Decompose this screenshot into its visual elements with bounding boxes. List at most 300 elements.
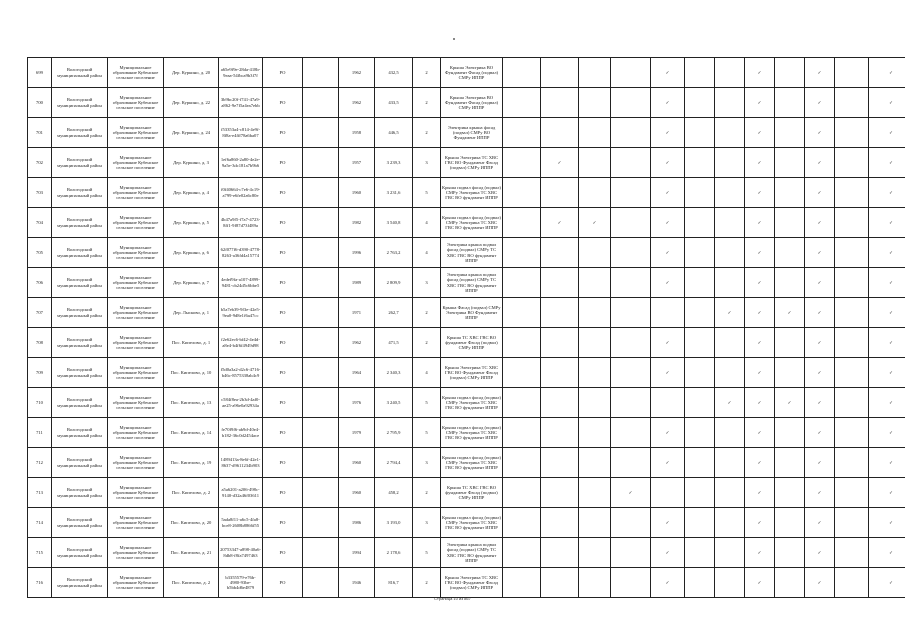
settlement-cell: Муниципальное образование Кубенское сельское поселение — [108, 148, 164, 178]
settlement-cell: Муниципальное образование Кубенское сельское поселение — [108, 388, 164, 418]
empty-mark-cell — [579, 478, 611, 508]
empty-mark-cell — [611, 58, 651, 88]
works-cell: Крыша Электрика ВО Фундамент Фасад (подвал) СМРу ИППР — [441, 58, 503, 88]
address-cell: Дер. Лысково, д. 1 — [164, 298, 219, 328]
year-cell: 1964 — [339, 358, 375, 388]
area-cell: 2 809,9 — [375, 268, 413, 298]
empty-mark-cell — [503, 358, 541, 388]
count-cell: 2 — [413, 478, 441, 508]
empty-mark-cell — [775, 238, 805, 268]
checkmark-icon: ✓ — [869, 478, 905, 508]
kind-cell: РО — [263, 538, 303, 568]
empty-mark-cell — [835, 58, 869, 88]
settlement-cell: Муниципальное образование Кубенское сельское поселение — [108, 88, 164, 118]
kind-cell: РО — [263, 358, 303, 388]
count-cell: 4 — [413, 238, 441, 268]
empty-mark-cell — [775, 328, 805, 358]
empty-mark-cell — [541, 298, 579, 328]
empty-mark-cell — [579, 58, 611, 88]
row-number: 715 — [28, 538, 52, 568]
works-cell: Крыша подвал фасад (подвал) СМРу Электрика ТС ХВС ГВС ВО фундамент ИППР — [441, 178, 503, 208]
empty-mark-cell — [685, 298, 715, 328]
checkmark-icon: ✓ — [745, 178, 775, 208]
empty-cell — [303, 148, 339, 178]
empty-mark-cell — [503, 178, 541, 208]
works-cell: Крыша Фасад (подвал) СМРу Электрика ВО Фундамент ИППР — [441, 298, 503, 328]
checkmark-icon: ✓ — [745, 118, 775, 148]
empty-mark-cell — [579, 88, 611, 118]
checkmark-icon: ✓ — [805, 238, 835, 268]
table-row — [28, 448, 905, 478]
district-cell: Вологодский муниципальный район — [52, 118, 108, 148]
area-cell: 3 193,0 — [375, 508, 413, 538]
count-cell: 2 — [413, 58, 441, 88]
empty-mark-cell — [835, 268, 869, 298]
district-cell: Вологодский муниципальный район — [52, 298, 108, 328]
empty-mark-cell — [503, 508, 541, 538]
checkmark-icon: ✓ — [805, 328, 835, 358]
count-cell: 2 — [413, 328, 441, 358]
checkmark-icon: ✓ — [869, 118, 905, 148]
row-number: 700 — [28, 88, 52, 118]
table-row — [28, 508, 905, 538]
empty-mark-cell — [541, 238, 579, 268]
district-cell: Вологодский муниципальный район — [52, 148, 108, 178]
kind-cell: РО — [263, 268, 303, 298]
row-number: 707 — [28, 298, 52, 328]
empty-mark-cell — [775, 508, 805, 538]
checkmark-icon: ✓ — [869, 298, 905, 328]
count-cell: 3 — [413, 268, 441, 298]
area-cell: 432,5 — [375, 58, 413, 88]
guid-cell: 1489413a-8e6f-42e1-8637-d9611234b903 — [219, 448, 263, 478]
empty-cell — [303, 448, 339, 478]
guid-cell: a65e9f9e-28da-418b-9eaa-54fbca9b3f7f — [219, 58, 263, 88]
empty-mark-cell — [503, 208, 541, 238]
district-cell: Вологодский муниципальный район — [52, 178, 108, 208]
empty-mark-cell — [835, 478, 869, 508]
table-row — [28, 58, 905, 88]
table-row — [28, 178, 905, 208]
empty-mark-cell — [541, 568, 579, 598]
row-number: 716 — [28, 568, 52, 598]
housing-register-table — [27, 57, 905, 598]
guid-cell: f2e62ec6-bf42-4e4d-a8e4-b4f6f4949d98 — [219, 328, 263, 358]
empty-mark-cell — [611, 118, 651, 148]
settlement-cell: Муниципальное образование Кубенское сельское поселение — [108, 238, 164, 268]
empty-mark-cell — [775, 118, 805, 148]
empty-mark-cell — [503, 538, 541, 568]
address-cell: Дер. Куркино, д. 3 — [164, 148, 219, 178]
empty-mark-cell — [541, 88, 579, 118]
empty-mark-cell — [835, 88, 869, 118]
district-cell: Вологодский муниципальный район — [52, 508, 108, 538]
empty-mark-cell — [579, 568, 611, 598]
empty-mark-cell — [715, 328, 745, 358]
empty-mark-cell — [685, 358, 715, 388]
checkmark-icon: ✓ — [579, 208, 611, 238]
year-cell: 1957 — [339, 148, 375, 178]
settlement-cell: Муниципальное образование Кубенское сельское поселение — [108, 508, 164, 538]
checkmark-icon: ✓ — [805, 418, 835, 448]
area-cell: 2 763,2 — [375, 238, 413, 268]
kind-cell: РО — [263, 58, 303, 88]
guid-cell: b3355579-e76b-4980-93be-b5bb4d6e4879 — [219, 568, 263, 598]
empty-mark-cell — [775, 568, 805, 598]
table-row — [28, 358, 905, 388]
area-cell: 433,5 — [375, 88, 413, 118]
empty-mark-cell — [715, 508, 745, 538]
count-cell: 3 — [413, 148, 441, 178]
address-cell: Пос. Кипелово, д. 2 — [164, 478, 219, 508]
count-cell: 2 — [413, 88, 441, 118]
guid-cell: 20753347-a898-40a6-8db8-f8fa7497463 — [219, 538, 263, 568]
checkmark-icon: ✓ — [745, 208, 775, 238]
empty-mark-cell — [775, 208, 805, 238]
works-cell: Электрика крыша фасад (подвал) СМРу ВО Фундамент ИППР — [441, 118, 503, 148]
empty-mark-cell — [775, 148, 805, 178]
row-number: 705 — [28, 238, 52, 268]
empty-mark-cell — [503, 568, 541, 598]
checkmark-icon: ✓ — [745, 238, 775, 268]
table-row — [28, 208, 905, 238]
year-cell: 1960 — [339, 178, 375, 208]
works-cell: Крыша подвал фасад (подвал) СМРу Электрика ТС ХВС ГВС ВО фундамент ИППР — [441, 388, 503, 418]
empty-mark-cell — [775, 478, 805, 508]
empty-mark-cell — [775, 178, 805, 208]
area-cell: 2 794,4 — [375, 448, 413, 478]
empty-mark-cell — [685, 508, 715, 538]
table-row — [28, 478, 905, 508]
kind-cell: РО — [263, 418, 303, 448]
row-number: 699 — [28, 58, 52, 88]
empty-mark-cell — [685, 208, 715, 238]
area-cell: 3 240,5 — [375, 388, 413, 418]
works-cell: Крыша ТС ХВС ГВС ВО фундамент Фасад (подвал) СМРу ИППР — [441, 478, 503, 508]
checkmark-icon: ✓ — [869, 208, 905, 238]
works-cell: Крыша ТС ХВС ГВС ВО фундамент Фасад (подвал) СМРу ИППР — [441, 328, 503, 358]
district-cell: Вологодский муниципальный район — [52, 358, 108, 388]
empty-mark-cell — [775, 268, 805, 298]
address-cell: Дер. Куркино, д. 22 — [164, 88, 219, 118]
address-cell: Пос. Кипелово, д. 14 — [164, 418, 219, 448]
empty-mark-cell — [579, 118, 611, 148]
checkmark-icon: ✓ — [745, 478, 775, 508]
kind-cell: РО — [263, 478, 303, 508]
empty-mark-cell — [715, 178, 745, 208]
row-number: 706 — [28, 268, 52, 298]
address-cell: Дер. Куркино, д. 7 — [164, 268, 219, 298]
count-cell: 2 — [413, 118, 441, 148]
year-cell: 1962 — [339, 328, 375, 358]
empty-mark-cell — [611, 358, 651, 388]
settlement-cell: Муниципальное образование Кубенское сельское поселение — [108, 358, 164, 388]
empty-mark-cell — [541, 418, 579, 448]
empty-cell — [303, 178, 339, 208]
scan-speck — [453, 38, 455, 40]
settlement-cell: Муниципальное образование Кубенское сельское поселение — [108, 418, 164, 448]
empty-mark-cell — [541, 328, 579, 358]
empty-mark-cell — [579, 328, 611, 358]
settlement-cell: Муниципальное образование Кубенское сельское поселение — [108, 208, 164, 238]
checkmark-icon: ✓ — [805, 508, 835, 538]
guid-cell: 4edef9fa-a107-4899-9481-cb24d5c6bbe5 — [219, 268, 263, 298]
empty-mark-cell — [835, 538, 869, 568]
empty-mark-cell — [579, 178, 611, 208]
checkmark-icon: ✓ — [805, 478, 835, 508]
checkmark-icon: ✓ — [651, 268, 685, 298]
empty-mark-cell — [503, 88, 541, 118]
table-row — [28, 418, 905, 448]
table-row — [28, 88, 905, 118]
empty-mark-cell — [541, 58, 579, 88]
empty-mark-cell — [835, 178, 869, 208]
empty-cell — [303, 328, 339, 358]
checkmark-icon: ✓ — [651, 328, 685, 358]
empty-mark-cell — [503, 238, 541, 268]
count-cell: 5 — [413, 538, 441, 568]
checkmark-icon: ✓ — [775, 298, 805, 328]
year-cell: 1986 — [339, 508, 375, 538]
empty-mark-cell — [685, 268, 715, 298]
empty-mark-cell — [541, 118, 579, 148]
table-row — [28, 298, 905, 328]
address-cell: Дер. Куркино, д. 5 — [164, 208, 219, 238]
empty-mark-cell — [503, 298, 541, 328]
year-cell: 1996 — [339, 238, 375, 268]
guid-cell: 3b9bc20f-f741-47a9-a862-9e7f5a4ea7ebb — [219, 88, 263, 118]
empty-mark-cell — [611, 178, 651, 208]
empty-mark-cell — [835, 418, 869, 448]
empty-mark-cell — [579, 448, 611, 478]
guid-cell: b5a7eb39-9f3e-42e5-9ea0-9d8e1f6a47cc — [219, 298, 263, 328]
address-cell: Дер. Куркино, д. 20 — [164, 58, 219, 88]
checkmark-icon: ✓ — [745, 328, 775, 358]
checkmark-icon: ✓ — [869, 88, 905, 118]
settlement-cell: Муниципальное образование Кубенское сельское поселение — [108, 568, 164, 598]
checkmark-icon: ✓ — [805, 448, 835, 478]
checkmark-icon: ✓ — [869, 268, 905, 298]
works-cell: Крыша Электрика ТС ХВС ГВС ВО Фундамент Фасад (подвал) СМРу ИППР — [441, 148, 503, 178]
district-cell: Вологодский муниципальный район — [52, 268, 108, 298]
empty-cell — [303, 478, 339, 508]
checkmark-icon: ✓ — [805, 118, 835, 148]
empty-mark-cell — [611, 208, 651, 238]
area-cell: 3 231,6 — [375, 178, 413, 208]
checkmark-icon: ✓ — [869, 388, 905, 418]
checkmark-icon: ✓ — [869, 568, 905, 598]
area-cell: 2 178,6 — [375, 538, 413, 568]
works-cell: Электрика крыша подвал фасад (подвал) СМРу ТС ХВС ГВС ВО фундамент ИППР — [441, 268, 503, 298]
empty-mark-cell — [715, 238, 745, 268]
empty-mark-cell — [579, 388, 611, 418]
checkmark-icon: ✓ — [805, 88, 835, 118]
checkmark-icon: ✓ — [651, 448, 685, 478]
empty-mark-cell — [541, 538, 579, 568]
empty-mark-cell — [835, 298, 869, 328]
district-cell: Вологодский муниципальный район — [52, 238, 108, 268]
checkmark-icon: ✓ — [745, 568, 775, 598]
guid-cell: 4b47a9f5-f7a7-4723-8ff1-9f87d73f489a — [219, 208, 263, 238]
address-cell: Пос. Кипелово, д. 21 — [164, 538, 219, 568]
checkmark-icon: ✓ — [651, 358, 685, 388]
checkmark-icon: ✓ — [715, 388, 745, 418]
row-number: 703 — [28, 178, 52, 208]
empty-mark-cell — [685, 58, 715, 88]
works-cell: Крыша подвал фасад (подвал) СМРу Электрика ТС ХВС ГВС ВО фундамент ИППР — [441, 208, 503, 238]
checkmark-icon: ✓ — [745, 418, 775, 448]
year-cell: 1960 — [339, 448, 375, 478]
area-cell: 471,5 — [375, 328, 413, 358]
checkmark-icon: ✓ — [805, 58, 835, 88]
year-cell: 1962 — [339, 88, 375, 118]
empty-mark-cell — [685, 478, 715, 508]
kind-cell: РО — [263, 448, 303, 478]
checkmark-icon: ✓ — [651, 508, 685, 538]
guid-cell: fe70f9f6-ab9d-40e4-b182-36c0d2454ace — [219, 418, 263, 448]
checkmark-icon: ✓ — [651, 238, 685, 268]
area-cell: 262,7 — [375, 298, 413, 328]
district-cell: Вологодский муниципальный район — [52, 448, 108, 478]
count-cell: 5 — [413, 178, 441, 208]
settlement-cell: Муниципальное образование Кубенское сельское поселение — [108, 538, 164, 568]
checkmark-icon: ✓ — [869, 448, 905, 478]
empty-mark-cell — [503, 58, 541, 88]
empty-cell — [303, 268, 339, 298]
district-cell: Вологодский муниципальный район — [52, 388, 108, 418]
empty-cell — [303, 568, 339, 598]
row-number: 713 — [28, 478, 52, 508]
checkmark-icon: ✓ — [745, 388, 775, 418]
empty-mark-cell — [835, 238, 869, 268]
checkmark-icon: ✓ — [745, 148, 775, 178]
kind-cell: РО — [263, 88, 303, 118]
guid-cell: 1ef6a860-2a80-4e2e-9a5e-3dc181a7b9b6 — [219, 148, 263, 178]
empty-mark-cell — [715, 268, 745, 298]
settlement-cell: Муниципальное образование Кубенское сельское поселение — [108, 298, 164, 328]
district-cell: Вологодский муниципальный район — [52, 538, 108, 568]
empty-mark-cell — [503, 448, 541, 478]
checkmark-icon: ✓ — [651, 88, 685, 118]
empty-mark-cell — [611, 148, 651, 178]
guid-cell: 62f077f6-d390-4778-8263-a36fd4a15774 — [219, 238, 263, 268]
checkmark-icon: ✓ — [869, 418, 905, 448]
kind-cell: РО — [263, 328, 303, 358]
checkmark-icon: ✓ — [805, 568, 835, 598]
row-number: 712 — [28, 448, 52, 478]
year-cell: 1960 — [339, 478, 375, 508]
checkmark-icon: ✓ — [541, 148, 579, 178]
table-row — [28, 538, 905, 568]
area-cell: 446,5 — [375, 118, 413, 148]
empty-mark-cell — [685, 388, 715, 418]
year-cell: 1971 — [339, 298, 375, 328]
checkmark-icon: ✓ — [805, 148, 835, 178]
checkmark-icon: ✓ — [651, 418, 685, 448]
empty-cell — [303, 418, 339, 448]
checkmark-icon: ✓ — [745, 538, 775, 568]
empty-mark-cell — [541, 358, 579, 388]
guid-cell: a5a6201-a206-498c-9140-d32a46f03611 — [219, 478, 263, 508]
checkmark-icon: ✓ — [805, 208, 835, 238]
empty-mark-cell — [651, 478, 685, 508]
empty-cell — [303, 388, 339, 418]
checkmark-icon: ✓ — [805, 298, 835, 328]
address-cell: Пос. Кипелово, д. 1 — [164, 328, 219, 358]
empty-cell — [303, 508, 339, 538]
count-cell: 5 — [413, 388, 441, 418]
year-cell: 1979 — [339, 418, 375, 448]
kind-cell: РО — [263, 388, 303, 418]
year-cell: 1958 — [339, 118, 375, 148]
empty-mark-cell — [835, 118, 869, 148]
area-cell: 2 795,9 — [375, 418, 413, 448]
checkmark-icon: ✓ — [805, 388, 835, 418]
year-cell: 1982 — [339, 208, 375, 238]
area-cell: 3 239,3 — [375, 148, 413, 178]
empty-mark-cell — [835, 448, 869, 478]
empty-mark-cell — [685, 448, 715, 478]
empty-mark-cell — [685, 118, 715, 148]
checkmark-icon: ✓ — [745, 298, 775, 328]
district-cell: Вологодский муниципальный район — [52, 58, 108, 88]
works-cell: Крыша Электрика ВО Фундамент Фасад (подвал) СМРу ИППР — [441, 88, 503, 118]
empty-mark-cell — [715, 88, 745, 118]
empty-mark-cell — [579, 418, 611, 448]
empty-mark-cell — [611, 388, 651, 418]
address-cell: Пос. Кипелово, д. 20 — [164, 508, 219, 538]
address-cell: Пос. Кипелово, д. 2 — [164, 568, 219, 598]
table-body — [28, 58, 905, 598]
count-cell: 3 — [413, 448, 441, 478]
table-row — [28, 238, 905, 268]
empty-cell — [303, 118, 339, 148]
empty-mark-cell — [835, 148, 869, 178]
address-cell: Пос. Кипелово, д. 19 — [164, 448, 219, 478]
table-row — [28, 568, 905, 598]
area-cell: 458,2 — [375, 478, 413, 508]
checkmark-icon: ✓ — [869, 538, 905, 568]
empty-mark-cell — [503, 118, 541, 148]
row-number: 702 — [28, 148, 52, 178]
checkmark-icon: ✓ — [869, 58, 905, 88]
checkmark-icon: ✓ — [869, 358, 905, 388]
address-cell: Пос. Кипелово, д. 13 — [164, 388, 219, 418]
empty-mark-cell — [611, 568, 651, 598]
checkmark-icon: ✓ — [869, 178, 905, 208]
checkmark-icon: ✓ — [541, 208, 579, 238]
works-cell: Крыша подвал фасад (подвал) СМРу Электрика ТС ХВС ГВС ВО фундамент ИППР — [441, 448, 503, 478]
empty-mark-cell — [611, 448, 651, 478]
empty-mark-cell — [541, 448, 579, 478]
year-cell: 1976 — [339, 388, 375, 418]
empty-mark-cell — [611, 508, 651, 538]
empty-mark-cell — [835, 388, 869, 418]
district-cell: Вологодский муниципальный район — [52, 328, 108, 358]
kind-cell: РО — [263, 178, 303, 208]
checkmark-icon: ✓ — [651, 148, 685, 178]
empty-mark-cell — [715, 358, 745, 388]
guid-cell: 5ada8f11-a6c5-4fa8-bce8-2608b8866f55 — [219, 508, 263, 538]
area-cell: 3 540,8 — [375, 208, 413, 238]
empty-mark-cell — [715, 418, 745, 448]
district-cell: Вологодский муниципальный район — [52, 208, 108, 238]
empty-mark-cell — [775, 418, 805, 448]
empty-mark-cell — [611, 418, 651, 448]
empty-cell — [303, 238, 339, 268]
empty-mark-cell — [541, 478, 579, 508]
settlement-cell: Муниципальное образование Кубенское сельское поселение — [108, 448, 164, 478]
